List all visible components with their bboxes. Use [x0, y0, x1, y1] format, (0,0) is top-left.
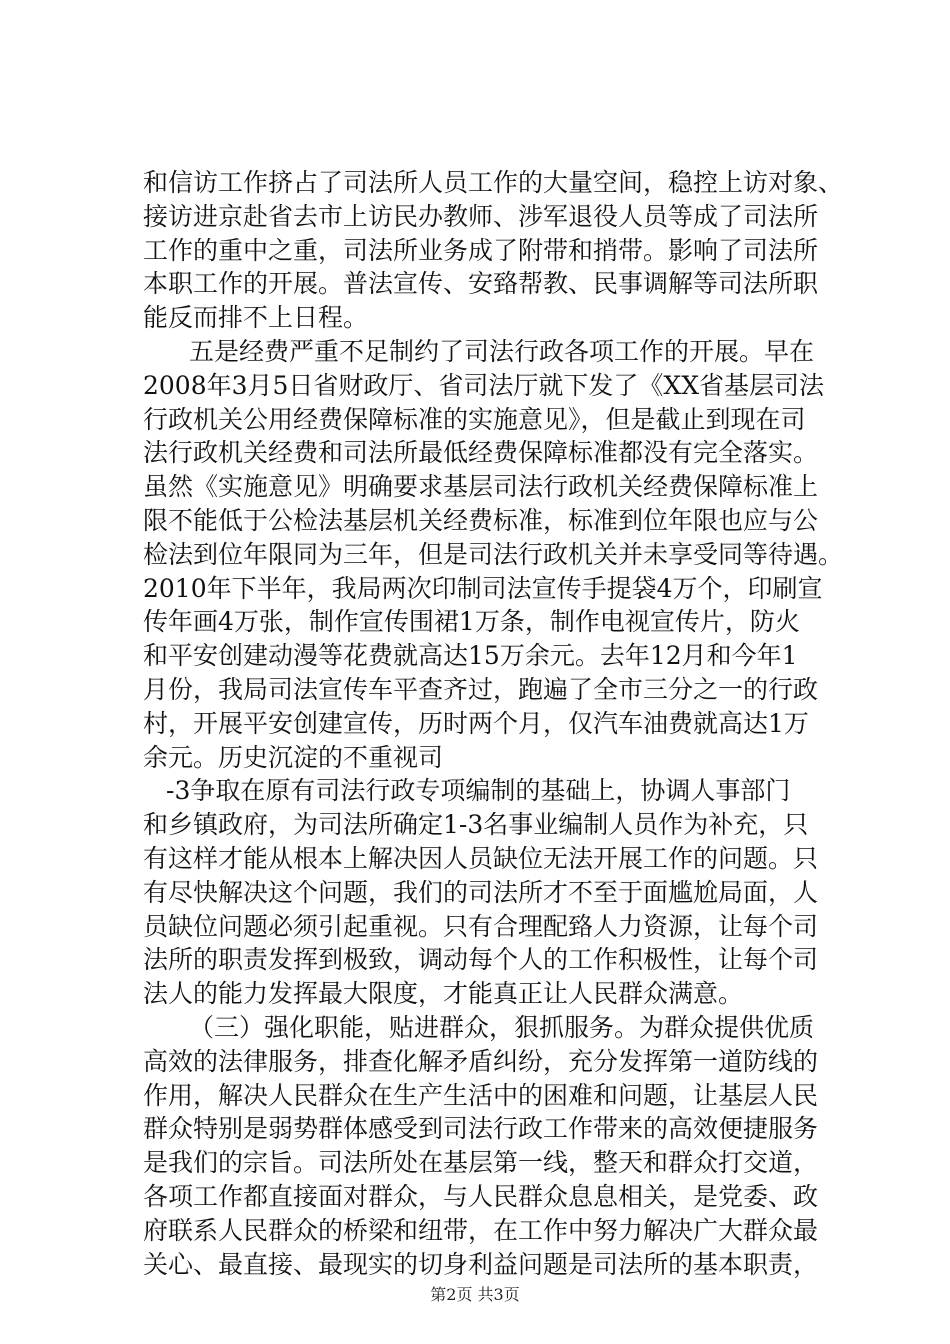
text-line: 是我们的宗旨。司法所处在基层第一线，整天和群众打交道，	[143, 1148, 819, 1178]
paragraph-start-line: 五是经费严重不足制约了司法行政各项工作的开展。早在	[189, 336, 815, 366]
text-line: 村，开展平安创建宣传，历时两个月，仅汽车油费就高达1万	[143, 708, 809, 738]
page-number-footer: 第2页 共3页	[430, 1285, 520, 1304]
text-line: 传年画4万张，制作宣传围裙1万条，制作电视宣传片，防火	[143, 607, 800, 637]
paragraph-start-line: （三）强化职能，贴进群众，狠抓服务。为群众提供优质	[189, 1012, 815, 1042]
text-line: 和信访工作挤占了司法所人员工作的大量空间，稳控上访对象、	[143, 168, 844, 197]
text-line: 和乡镇政府，为司法所确定1-3名事业编制人员作为补充，只	[143, 810, 809, 840]
text-line: 法行政机关经费和司法所最低经费保障标准都没有完全落实。	[143, 438, 819, 468]
text-line: 府联系人民群众的桥梁和纽带，在工作中努力解决广大群众最	[143, 1215, 819, 1245]
text-line: 作用，解决人民群众在生产生活中的困难和问题，让基层人民	[143, 1080, 819, 1110]
text-line: 余元。历史沉淀的不重视司	[143, 742, 444, 772]
text-line: 法所的职责发挥到极致，调动每个人的工作积极性，让每个司	[143, 945, 819, 975]
text-line: 关心、最直接、最现实的切身利益问题是司法所的基本职责，	[143, 1249, 819, 1279]
text-line: 虽然《实施意见》明确要求基层司法行政机关经费保障标准上	[143, 472, 819, 502]
text-line: 工作的重中之重，司法所业务成了附带和捎带。影响了司法所	[143, 235, 819, 265]
text-line: 月份，我局司法宣传车平查齐过，跑遍了全市三分之一的行政	[143, 674, 819, 704]
paragraph-start-line: -3争取在原有司法行政专项编制的基础上，协调人事部门	[166, 776, 791, 806]
text-line: 有尽快解决这个问题，我们的司法所才不至于面尴尬局面，人	[143, 877, 819, 907]
text-line: 有这样才能从根本上解决因人员缺位无法开展工作的问题。只	[143, 843, 819, 873]
text-line: 法人的能力发挥最大限度，才能真正让人民群众满意。	[143, 979, 744, 1009]
text-line: 2008年3月5日省财政厅、省司法厅就下发了《XX省基层司法	[143, 370, 825, 400]
body-text	[143, 166, 844, 1281]
text-line: 群众特别是弱势群体感受到司法行政工作带来的高效便捷服务	[143, 1114, 819, 1144]
text-line: 限不能低于公检法基层机关经费标准，标准到位年限也应与公	[143, 505, 819, 535]
text-line: 行政机关公用经费保障标准的实施意见》，但是截止到现在司	[143, 404, 806, 434]
text-line: 员缺位问题必须引起重视。只有合理配臵人力资源，让每个司	[143, 911, 819, 941]
text-line: 2010年下半年，我局两次印制司法宣传手提袋4万个，印刷宣	[143, 573, 823, 603]
text-line: 能反而排不上日程。	[143, 303, 369, 333]
text-line: 高效的法律服务，排查化解矛盾纠纷，充分发挥第一道防线的	[143, 1046, 819, 1076]
text-line: 各项工作都直接面对群众，与人民群众息息相关，是党委、政	[143, 1181, 819, 1211]
text-line: 和平安创建动漫等花费就高达15万余元。去年12月和今年1	[143, 641, 798, 671]
text-line: 接访进京赴省去市上访民办教师、涉军退役人员等成了司法所	[143, 201, 819, 231]
text-line: 本职工作的开展。普法宣传、安臵帮教、民事调解等司法所职	[143, 269, 819, 299]
text-line: 检法到位年限同为三年，但是司法行政机关并未享受同等待遇。	[143, 539, 844, 569]
